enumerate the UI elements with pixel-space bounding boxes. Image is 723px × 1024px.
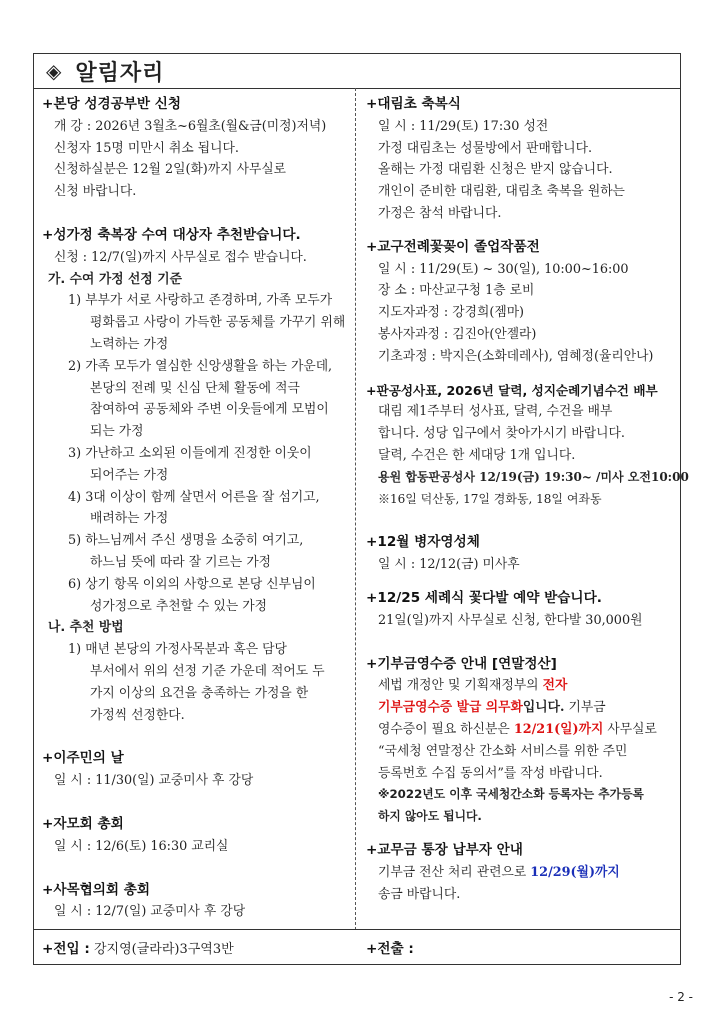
confession-schedule: 용원 합동판공성사 12/19(금) 19:30~ /미사 오전10:00 [378, 469, 689, 484]
notice-heading: +이주민의 날 [42, 750, 124, 767]
notice-heading: +교구전례꽃꽂이 졸업작품전 [366, 238, 540, 255]
notice-heading: +자모회 총회 [42, 815, 124, 832]
notice-line: 장 소 : 마산교구청 1층 로비 [378, 283, 535, 299]
notice-baptism-flowers [366, 588, 676, 632]
criteria-line: 6) 상기 항목 이외의 사항으로 본당 신부님이 [68, 576, 316, 592]
notice-line: 개 강 : 2026년 3월초~6월초(월&금(미정)저녁) [54, 118, 327, 134]
notice-line: 가정 대림초는 성물방에서 판매합니다. [378, 140, 593, 156]
method-line: 가지 이상의 요건을 충족하는 가정을 한 [90, 685, 309, 701]
notice-line: 일 시 : 11/30(일) 교중미사 후 강당 [54, 773, 254, 789]
notice-line: 올해는 가정 대림환 신청은 받지 않습니다. [378, 162, 613, 178]
left-column [42, 94, 352, 923]
criteria-line: 5) 하느님께서 주신 생명을 소중히 여기고, [68, 533, 304, 549]
notice-heading: +성가정 축복장 수여 대상자 추천받습니다. [42, 226, 301, 243]
notice-line: 21일(일)까지 사무실로 신청, 한다발 30,000원 [378, 612, 643, 628]
method-line: 1) 매년 본당의 가정사목분과 혹은 담당 [68, 642, 287, 658]
criteria-line: 4) 3대 이상이 함께 살면서 어른을 잘 섬기고, [68, 489, 320, 505]
right-column [366, 94, 689, 905]
notice-heading: +교무금 통장 납부자 안내 [366, 841, 523, 858]
notice-frame [33, 53, 689, 965]
notice-line: 송금 바랍니다. [378, 886, 461, 902]
notice-heading: +판공성사표, 2026년 달력, 성지순례기념수건 배부 [366, 382, 658, 398]
deadline-highlight: 12/29(월)까지 [530, 864, 620, 880]
notice-line: 개인이 준비한 대림환, 대림초 축복을 원하는 [378, 184, 625, 200]
notice-donation-receipt [366, 654, 676, 828]
transfer-in-value: 강지영(글라라)3구역3반 [89, 942, 234, 957]
notice-holy-family [42, 225, 352, 726]
notice-line: 신청 : 12/7(일)까지 사무실로 접수 받습니다. [54, 249, 307, 265]
criteria-line: 되어주는 가정 [90, 467, 169, 483]
notice-line: 가정은 참석 바랍니다. [378, 205, 502, 221]
notice-line: 대림 제1주부터 성사표, 달력, 수건을 배부 [378, 404, 613, 420]
notice-line: 봉사자과정 : 김진아(안젤라) [378, 326, 537, 342]
title-bar [34, 54, 680, 89]
notice-line: 달력, 수건은 한 세대당 1개 입니다. [378, 447, 576, 463]
page-title: 알림자리 [75, 60, 165, 86]
notice-line: 영수증이 필요 하신분은 12/21(일)까지 사무실로 [378, 721, 657, 737]
criteria-line: 2) 가족 모두가 열심한 신앙생활을 하는 가운데, [68, 358, 333, 374]
notice-flower-exhibition [366, 237, 676, 368]
notice-line: 세법 개정안 및 기획재정부의 전자 [378, 678, 568, 694]
notice-line: 기초과정 : 박지은(소화데레사), 염혜정(율리안나) [378, 348, 654, 364]
criteria-line: 참여하여 공동체와 주변 이웃들에게 모범이 [90, 402, 329, 418]
notice-pastoral-council [42, 880, 352, 924]
notice-migrants-day [42, 748, 352, 792]
criteria-line: 되는 가정 [90, 424, 144, 440]
notice-heading: +기부금영수증 안내 [연말정산] [366, 655, 557, 672]
criteria-line: 3) 가난하고 소외된 이들에게 진정한 이웃이 [68, 445, 312, 461]
confession-note: ※16일 덕산동, 17일 경화동, 18일 여좌동 [378, 491, 602, 506]
transfer-in-label: +전입 : [42, 941, 90, 957]
method-line: 가정씩 선정한다. [90, 707, 185, 723]
criteria-line: 배려하는 가정 [90, 511, 169, 527]
transfer-in [42, 937, 234, 957]
column-divider [355, 88, 356, 930]
notice-line: 일 시 : 12/6(토) 16:30 교리실 [54, 838, 229, 854]
diamond-icon: ◈ [46, 59, 62, 83]
notice-line: 합니다. 성당 입구에서 찾아가시기 바랍니다. [378, 426, 625, 442]
criteria-line: 하느님 뜻에 따라 잘 기르는 가정 [90, 554, 272, 570]
criteria-line: 평화롭고 사랑이 가득한 공동체를 가꾸기 위해 [90, 315, 346, 331]
notice-heading: +본당 성경공부반 신청 [42, 96, 182, 112]
notice-line: 일 시 : 11/29(토) 17:30 성전 [378, 118, 549, 134]
notice-note: 하지 않아도 됩니다. [378, 809, 482, 824]
notice-line: 기부금영수증 발급 의무화입니다. 기부금 [378, 700, 606, 716]
notice-mothers-meeting [42, 814, 352, 858]
notice-heading: +12/25 세례식 꽃다발 예약 받습니다. [366, 589, 602, 606]
notice-confession-calendar [366, 380, 689, 511]
notice-heading: +사목협의회 총회 [42, 881, 151, 898]
page-number: - 2 - [669, 990, 693, 1004]
notice-line: 일 시 : 12/12(금) 미사후 [378, 557, 520, 573]
notice-line: 등록번호 수집 동의서”를 작성 바랍니다. [378, 765, 603, 781]
deadline-highlight: 12/21(일)까지 [513, 721, 604, 737]
notice-note: ※2022년도 이후 국세청간소화 등록자는 추가등록 [378, 787, 644, 802]
notice-line: 지도자과정 : 강경희(젬마) [378, 305, 525, 321]
method-line: 부서에서 위의 선정 기준 가운데 적어도 두 [90, 663, 325, 679]
transfer-out [366, 937, 414, 957]
notice-line: 기부금 전산 처리 관련으로 12/29(월)까지 [378, 864, 620, 880]
subheading: 가. 수여 가정 선정 기준 [48, 271, 182, 287]
notice-advent-candle [366, 94, 676, 225]
notice-line: 일 시 : 12/7(일) 교중미사 후 강당 [54, 904, 246, 920]
footer-bar [34, 929, 680, 964]
notice-line: 신청 바랍니다. [54, 184, 137, 200]
transfer-out-label: +전출 : [366, 941, 414, 957]
criteria-line: 1) 부부가 서로 사랑하고 존경하며, 가족 모두가 [68, 293, 333, 309]
highlight-red: 기부금영수증 발급 의무화 [378, 700, 523, 716]
notice-sick-communion [366, 532, 676, 576]
notice-heading: +12월 병자영성체 [366, 534, 480, 551]
notice-bible-study [42, 94, 352, 203]
notice-line: 일 시 : 11/29(토) ~ 30(일), 10:00~16:00 [378, 261, 629, 277]
highlight-red: 전자 [542, 678, 568, 694]
notice-tithe-account [366, 840, 676, 905]
criteria-line: 노력하는 가정 [90, 336, 169, 352]
notice-line: 신청자 15명 미만시 취소 됩니다. [54, 140, 239, 156]
subheading: 나. 추천 방법 [48, 620, 124, 636]
criteria-line: 본당의 전례 및 신심 단체 활동에 적극 [90, 380, 300, 396]
criteria-line: 성가정으로 추천할 수 있는 가정 [90, 598, 267, 614]
notice-line: “국세청 연말정산 간소화 서비스를 위한 주민 [378, 743, 628, 759]
notice-line: 신청하실분은 12월 2일(화)까지 사무실로 [54, 162, 287, 178]
notice-heading: +대림초 축복식 [366, 96, 461, 112]
